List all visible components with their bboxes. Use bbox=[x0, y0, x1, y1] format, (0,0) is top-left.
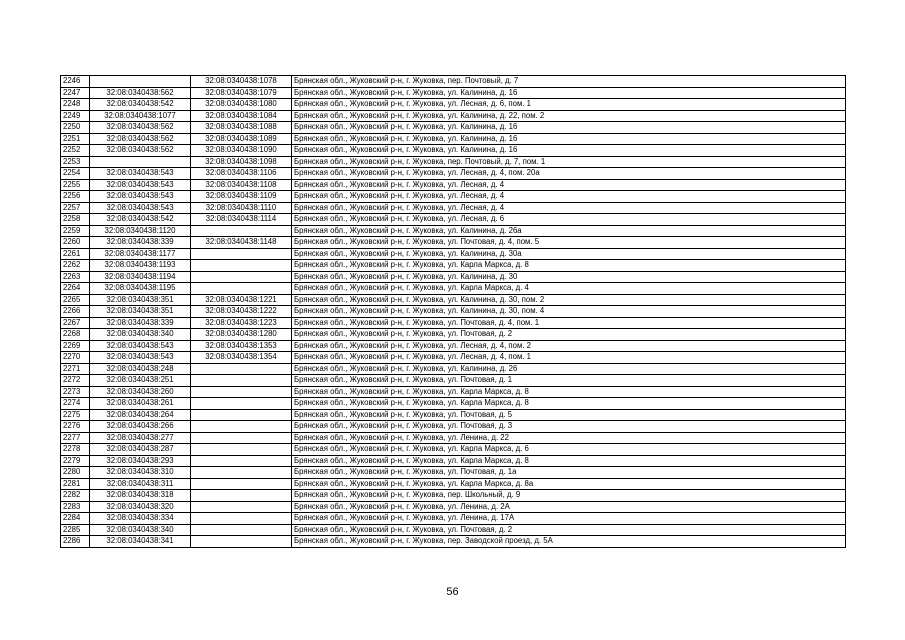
cadastral-number-cell: 32:08:0340438:339 bbox=[90, 237, 191, 249]
room-cadastral-number-cell: 32:08:0340438:1354 bbox=[191, 352, 292, 364]
row-number-cell: 2278 bbox=[61, 444, 90, 456]
table-row bbox=[61, 501, 846, 513]
cadastral-number-cell: 32:08:0340438:543 bbox=[90, 202, 191, 214]
cadastral-number-cell: 32:08:0340438:1195 bbox=[90, 283, 191, 295]
address-cell: Брянская обл., Жуковский р-н, г. Жуковка, пер. Заводской проезд, д. 5А bbox=[292, 536, 846, 548]
room-cadastral-number-cell bbox=[191, 260, 292, 272]
address-cell: Брянская обл., Жуковский р-н, г. Жуковка, ул. Лесная, д. 4, пом. 20а bbox=[292, 168, 846, 180]
cadastral-number-cell: 32:08:0340438:1177 bbox=[90, 248, 191, 260]
room-cadastral-number-cell: 32:08:0340438:1110 bbox=[191, 202, 292, 214]
address-cell: Брянская обл., Жуковский р-н, г. Жуковка, ул. Калинина, д. 30, пом. 4 bbox=[292, 306, 846, 318]
room-cadastral-number-cell bbox=[191, 432, 292, 444]
table-row bbox=[61, 225, 846, 237]
room-cadastral-number-cell bbox=[191, 248, 292, 260]
table-row bbox=[61, 156, 846, 168]
address-cell: Брянская обл., Жуковский р-н, г. Жуковка, ул. Калинина, д. 30, пом. 2 bbox=[292, 294, 846, 306]
room-cadastral-number-cell bbox=[191, 455, 292, 467]
room-cadastral-number-cell: 32:08:0340438:1080 bbox=[191, 99, 292, 111]
room-cadastral-number-cell: 32:08:0340438:1108 bbox=[191, 179, 292, 191]
room-cadastral-number-cell: 32:08:0340438:1106 bbox=[191, 168, 292, 180]
row-number-cell: 2260 bbox=[61, 237, 90, 249]
table-row bbox=[61, 87, 846, 99]
row-number-cell: 2247 bbox=[61, 87, 90, 99]
row-number-cell: 2272 bbox=[61, 375, 90, 387]
address-cell: Брянская обл., Жуковский р-н, г. Жуковка, ул. Лесная, д. 6 bbox=[292, 214, 846, 226]
table-row bbox=[61, 179, 846, 191]
room-cadastral-number-cell: 32:08:0340438:1280 bbox=[191, 329, 292, 341]
table-row bbox=[61, 409, 846, 421]
row-number-cell: 2276 bbox=[61, 421, 90, 433]
row-number-cell: 2279 bbox=[61, 455, 90, 467]
room-cadastral-number-cell: 32:08:0340438:1353 bbox=[191, 340, 292, 352]
cadastral-number-cell: 32:08:0340438:562 bbox=[90, 122, 191, 134]
table-row bbox=[61, 306, 846, 318]
row-number-cell: 2280 bbox=[61, 467, 90, 479]
address-cell: Брянская обл., Жуковский р-н, г. Жуковка, ул. Почтовая, д. 4, пом. 1 bbox=[292, 317, 846, 329]
table-row bbox=[61, 110, 846, 122]
table-row bbox=[61, 363, 846, 375]
cadastral-number-cell: 32:08:0340438:264 bbox=[90, 409, 191, 421]
room-cadastral-number-cell bbox=[191, 513, 292, 525]
table-row bbox=[61, 421, 846, 433]
cadastral-number-cell: 32:08:0340438:562 bbox=[90, 145, 191, 157]
cadastral-number-cell: 32:08:0340438:542 bbox=[90, 99, 191, 111]
cadastral-number-cell: 32:08:0340438:562 bbox=[90, 133, 191, 145]
cadastral-number-cell: 32:08:0340438:277 bbox=[90, 432, 191, 444]
room-cadastral-number-cell bbox=[191, 283, 292, 295]
address-cell: Брянская обл., Жуковский р-н, г. Жуковка, ул. Карла Маркса, д. 8 bbox=[292, 398, 846, 410]
room-cadastral-number-cell: 32:08:0340438:1222 bbox=[191, 306, 292, 318]
table-row bbox=[61, 248, 846, 260]
address-cell: Брянская обл., Жуковский р-н, г. Жуковка, ул. Калинина, д. 16 bbox=[292, 145, 846, 157]
address-cell: Брянская обл., Жуковский р-н, г. Жуковка, ул. Лесная, д. 4 bbox=[292, 202, 846, 214]
address-cell: Брянская обл., Жуковский р-н, г. Жуковка, ул. Калинина, д. 16 bbox=[292, 133, 846, 145]
address-cell: Брянская обл., Жуковский р-н, г. Жуковка, пер. Почтовый, д. 7 bbox=[292, 76, 846, 88]
cadastral-number-cell: 32:08:0340438:266 bbox=[90, 421, 191, 433]
address-cell: Брянская обл., Жуковский р-н, г. Жуковка, ул. Лесная, д. 4, пом. 2 bbox=[292, 340, 846, 352]
room-cadastral-number-cell: 32:08:0340438:1090 bbox=[191, 145, 292, 157]
row-number-cell: 2248 bbox=[61, 99, 90, 111]
address-cell: Брянская обл., Жуковский р-н, г. Жуковка, пер. Школьный, д. 9 bbox=[292, 490, 846, 502]
address-cell: Брянская обл., Жуковский р-н, г. Жуковка, ул. Лесная, д. 4, пом. 1 bbox=[292, 352, 846, 364]
table-row bbox=[61, 432, 846, 444]
row-number-cell: 2285 bbox=[61, 524, 90, 536]
cadastral-number-cell bbox=[90, 156, 191, 168]
address-cell: Брянская обл., Жуковский р-н, г. Жуковка, ул. Калинина, д. 26а bbox=[292, 225, 846, 237]
cadastral-number-cell: 32:08:0340438:543 bbox=[90, 179, 191, 191]
cadastral-number-cell: 32:08:0340438:543 bbox=[90, 352, 191, 364]
table-row bbox=[61, 352, 846, 364]
row-number-cell: 2273 bbox=[61, 386, 90, 398]
address-cell: Брянская обл., Жуковский р-н, г. Жуковка, ул. Калинина, д. 30 bbox=[292, 271, 846, 283]
cadastral-number-cell: 32:08:0340438:543 bbox=[90, 168, 191, 180]
row-number-cell: 2265 bbox=[61, 294, 90, 306]
address-cell: Брянская обл., Жуковский р-н, г. Жуковка, ул. Почтовая, д. 2 bbox=[292, 329, 846, 341]
cadastral-number-cell bbox=[90, 76, 191, 88]
room-cadastral-number-cell bbox=[191, 478, 292, 490]
address-cell: Брянская обл., Жуковский р-н, г. Жуковка, ул. Карла Маркса, д. 4 bbox=[292, 283, 846, 295]
cadastral-number-cell: 32:08:0340438:261 bbox=[90, 398, 191, 410]
room-cadastral-number-cell: 32:08:0340438:1079 bbox=[191, 87, 292, 99]
row-number-cell: 2259 bbox=[61, 225, 90, 237]
cadastral-number-cell: 32:08:0340438:543 bbox=[90, 191, 191, 203]
row-number-cell: 2267 bbox=[61, 317, 90, 329]
cadastral-number-cell: 32:08:0340438:340 bbox=[90, 329, 191, 341]
row-number-cell: 2263 bbox=[61, 271, 90, 283]
cadastral-number-cell: 32:08:0340438:287 bbox=[90, 444, 191, 456]
row-number-cell: 2274 bbox=[61, 398, 90, 410]
row-number-cell: 2257 bbox=[61, 202, 90, 214]
room-cadastral-number-cell bbox=[191, 386, 292, 398]
row-number-cell: 2284 bbox=[61, 513, 90, 525]
row-number-cell: 2246 bbox=[61, 76, 90, 88]
cadastral-number-cell: 32:08:0340438:334 bbox=[90, 513, 191, 525]
address-cell: Брянская обл., Жуковский р-н, г. Жуковка, ул. Калинина, д. 16 bbox=[292, 122, 846, 134]
address-cell: Брянская обл., Жуковский р-н, г. Жуковка, ул. Почтовая, д. 2 bbox=[292, 524, 846, 536]
room-cadastral-number-cell bbox=[191, 490, 292, 502]
table-row bbox=[61, 260, 846, 272]
room-cadastral-number-cell bbox=[191, 536, 292, 548]
table-row bbox=[61, 168, 846, 180]
cadastral-number-cell: 32:08:0340438:320 bbox=[90, 501, 191, 513]
table-row bbox=[61, 329, 846, 341]
room-cadastral-number-cell: 32:08:0340438:1089 bbox=[191, 133, 292, 145]
room-cadastral-number-cell: 32:08:0340438:1098 bbox=[191, 156, 292, 168]
cadastral-number-cell: 32:08:0340438:260 bbox=[90, 386, 191, 398]
table-row bbox=[61, 340, 846, 352]
room-cadastral-number-cell bbox=[191, 467, 292, 479]
cadastral-number-cell: 32:08:0340438:351 bbox=[90, 306, 191, 318]
row-number-cell: 2251 bbox=[61, 133, 90, 145]
page-number: 56 bbox=[446, 586, 459, 598]
cadastral-number-cell: 32:08:0340438:340 bbox=[90, 524, 191, 536]
row-number-cell: 2252 bbox=[61, 145, 90, 157]
address-cell: Брянская обл., Жуковский р-н, г. Жуковка, ул. Почтовая, д. 4, пом. 5 bbox=[292, 237, 846, 249]
cadastral-number-cell: 32:08:0340438:1120 bbox=[90, 225, 191, 237]
room-cadastral-number-cell: 32:08:0340438:1114 bbox=[191, 214, 292, 226]
table-row bbox=[61, 513, 846, 525]
address-cell: Брянская обл., Жуковский р-н, г. Жуковка, ул. Почтовая, д. 1 bbox=[292, 375, 846, 387]
address-cell: Брянская обл., Жуковский р-н, г. Жуковка, ул. Калинина, д. 30а bbox=[292, 248, 846, 260]
address-cell: Брянская обл., Жуковский р-н, г. Жуковка, ул. Карла Маркса, д. 8 bbox=[292, 455, 846, 467]
row-number-cell: 2255 bbox=[61, 179, 90, 191]
cadastral-table bbox=[60, 75, 846, 548]
table-body bbox=[61, 76, 846, 548]
row-number-cell: 2254 bbox=[61, 168, 90, 180]
room-cadastral-number-cell bbox=[191, 398, 292, 410]
row-number-cell: 2271 bbox=[61, 363, 90, 375]
table-row bbox=[61, 237, 846, 249]
room-cadastral-number-cell: 32:08:0340438:1109 bbox=[191, 191, 292, 203]
table-row bbox=[61, 214, 846, 226]
table-row bbox=[61, 375, 846, 387]
table-row bbox=[61, 386, 846, 398]
room-cadastral-number-cell bbox=[191, 409, 292, 421]
cadastral-number-cell: 32:08:0340438:543 bbox=[90, 340, 191, 352]
cadastral-number-cell: 32:08:0340438:542 bbox=[90, 214, 191, 226]
table-row bbox=[61, 317, 846, 329]
row-number-cell: 2250 bbox=[61, 122, 90, 134]
table-row bbox=[61, 122, 846, 134]
table-row bbox=[61, 99, 846, 111]
room-cadastral-number-cell: 32:08:0340438:1223 bbox=[191, 317, 292, 329]
address-cell: Брянская обл., Жуковский р-н, г. Жуковка, ул. Почтовая, д. 5 bbox=[292, 409, 846, 421]
table-row bbox=[61, 455, 846, 467]
table-row bbox=[61, 524, 846, 536]
cadastral-number-cell: 32:08:0340438:293 bbox=[90, 455, 191, 467]
table-row bbox=[61, 490, 846, 502]
table-row bbox=[61, 444, 846, 456]
room-cadastral-number-cell bbox=[191, 524, 292, 536]
room-cadastral-number-cell bbox=[191, 375, 292, 387]
cadastral-number-cell: 32:08:0340438:318 bbox=[90, 490, 191, 502]
row-number-cell: 2277 bbox=[61, 432, 90, 444]
row-number-cell: 2283 bbox=[61, 501, 90, 513]
table-row bbox=[61, 536, 846, 548]
row-number-cell: 2264 bbox=[61, 283, 90, 295]
table-row bbox=[61, 76, 846, 88]
cadastral-number-cell: 32:08:0340438:1077 bbox=[90, 110, 191, 122]
row-number-cell: 2286 bbox=[61, 536, 90, 548]
address-cell: Брянская обл., Жуковский р-н, г. Жуковка, ул. Лесная, д. 4 bbox=[292, 179, 846, 191]
table-row bbox=[61, 478, 846, 490]
table-row bbox=[61, 271, 846, 283]
address-cell: Брянская обл., Жуковский р-н, г. Жуковка, ул. Калинина, д. 16 bbox=[292, 87, 846, 99]
row-number-cell: 2266 bbox=[61, 306, 90, 318]
room-cadastral-number-cell: 32:08:0340438:1148 bbox=[191, 237, 292, 249]
address-cell: Брянская обл., Жуковский р-н, г. Жуковка, пер. Почтовый, д. 7, пом. 1 bbox=[292, 156, 846, 168]
table-row bbox=[61, 145, 846, 157]
address-cell: Брянская обл., Жуковский р-н, г. Жуковка, ул. Карла Маркса, д. 8 bbox=[292, 260, 846, 272]
cadastral-number-cell: 32:08:0340438:311 bbox=[90, 478, 191, 490]
row-number-cell: 2253 bbox=[61, 156, 90, 168]
table-row bbox=[61, 202, 846, 214]
room-cadastral-number-cell bbox=[191, 225, 292, 237]
row-number-cell: 2270 bbox=[61, 352, 90, 364]
room-cadastral-number-cell: 32:08:0340438:1078 bbox=[191, 76, 292, 88]
room-cadastral-number-cell: 32:08:0340438:1084 bbox=[191, 110, 292, 122]
row-number-cell: 2262 bbox=[61, 260, 90, 272]
row-number-cell: 2261 bbox=[61, 248, 90, 260]
address-cell: Брянская обл., Жуковский р-н, г. Жуковка, ул. Карла Маркса, д. 8 bbox=[292, 386, 846, 398]
room-cadastral-number-cell bbox=[191, 444, 292, 456]
cadastral-number-cell: 32:08:0340438:1193 bbox=[90, 260, 191, 272]
cadastral-number-cell: 32:08:0340438:310 bbox=[90, 467, 191, 479]
address-cell: Брянская обл., Жуковский р-н, г. Жуковка, ул. Ленина, д. 2А bbox=[292, 501, 846, 513]
row-number-cell: 2281 bbox=[61, 478, 90, 490]
row-number-cell: 2258 bbox=[61, 214, 90, 226]
table-row bbox=[61, 133, 846, 145]
room-cadastral-number-cell: 32:08:0340438:1221 bbox=[191, 294, 292, 306]
cadastral-number-cell: 32:08:0340438:562 bbox=[90, 87, 191, 99]
table-row bbox=[61, 191, 846, 203]
address-cell: Брянская обл., Жуковский р-н, г. Жуковка, ул. Лесная, д. 6, пом. 1 bbox=[292, 99, 846, 111]
address-cell: Брянская обл., Жуковский р-н, г. Жуковка, ул. Карла Маркса, д. 8а bbox=[292, 478, 846, 490]
cadastral-number-cell: 32:08:0340438:339 bbox=[90, 317, 191, 329]
cadastral-number-cell: 32:08:0340438:251 bbox=[90, 375, 191, 387]
address-cell: Брянская обл., Жуковский р-н, г. Жуковка, ул. Калинина, д. 26 bbox=[292, 363, 846, 375]
cadastral-number-cell: 32:08:0340438:341 bbox=[90, 536, 191, 548]
address-cell: Брянская обл., Жуковский р-н, г. Жуковка, ул. Почтовая, д. 1а bbox=[292, 467, 846, 479]
address-cell: Брянская обл., Жуковский р-н, г. Жуковка, ул. Ленина, д. 22 bbox=[292, 432, 846, 444]
row-number-cell: 2269 bbox=[61, 340, 90, 352]
room-cadastral-number-cell bbox=[191, 271, 292, 283]
room-cadastral-number-cell bbox=[191, 363, 292, 375]
address-cell: Брянская обл., Жуковский р-н, г. Жуковка, ул. Карла Маркса, д. 6 bbox=[292, 444, 846, 456]
room-cadastral-number-cell bbox=[191, 501, 292, 513]
row-number-cell: 2282 bbox=[61, 490, 90, 502]
row-number-cell: 2275 bbox=[61, 409, 90, 421]
table-row bbox=[61, 467, 846, 479]
address-cell: Брянская обл., Жуковский р-н, г. Жуковка, ул. Ленина, д. 17А bbox=[292, 513, 846, 525]
row-number-cell: 2249 bbox=[61, 110, 90, 122]
cadastral-number-cell: 32:08:0340438:351 bbox=[90, 294, 191, 306]
room-cadastral-number-cell bbox=[191, 421, 292, 433]
table-row bbox=[61, 398, 846, 410]
row-number-cell: 2268 bbox=[61, 329, 90, 341]
cadastral-number-cell: 32:08:0340438:248 bbox=[90, 363, 191, 375]
address-cell: Брянская обл., Жуковский р-н, г. Жуковка, ул. Почтовая, д. 3 bbox=[292, 421, 846, 433]
room-cadastral-number-cell: 32:08:0340438:1088 bbox=[191, 122, 292, 134]
address-cell: Брянская обл., Жуковский р-н, г. Жуковка, ул. Калинина, д. 22, пом. 2 bbox=[292, 110, 846, 122]
table-row bbox=[61, 294, 846, 306]
cadastral-number-cell: 32:08:0340438:1194 bbox=[90, 271, 191, 283]
address-cell: Брянская обл., Жуковский р-н, г. Жуковка, ул. Лесная, д. 4 bbox=[292, 191, 846, 203]
row-number-cell: 2256 bbox=[61, 191, 90, 203]
table-row bbox=[61, 283, 846, 295]
